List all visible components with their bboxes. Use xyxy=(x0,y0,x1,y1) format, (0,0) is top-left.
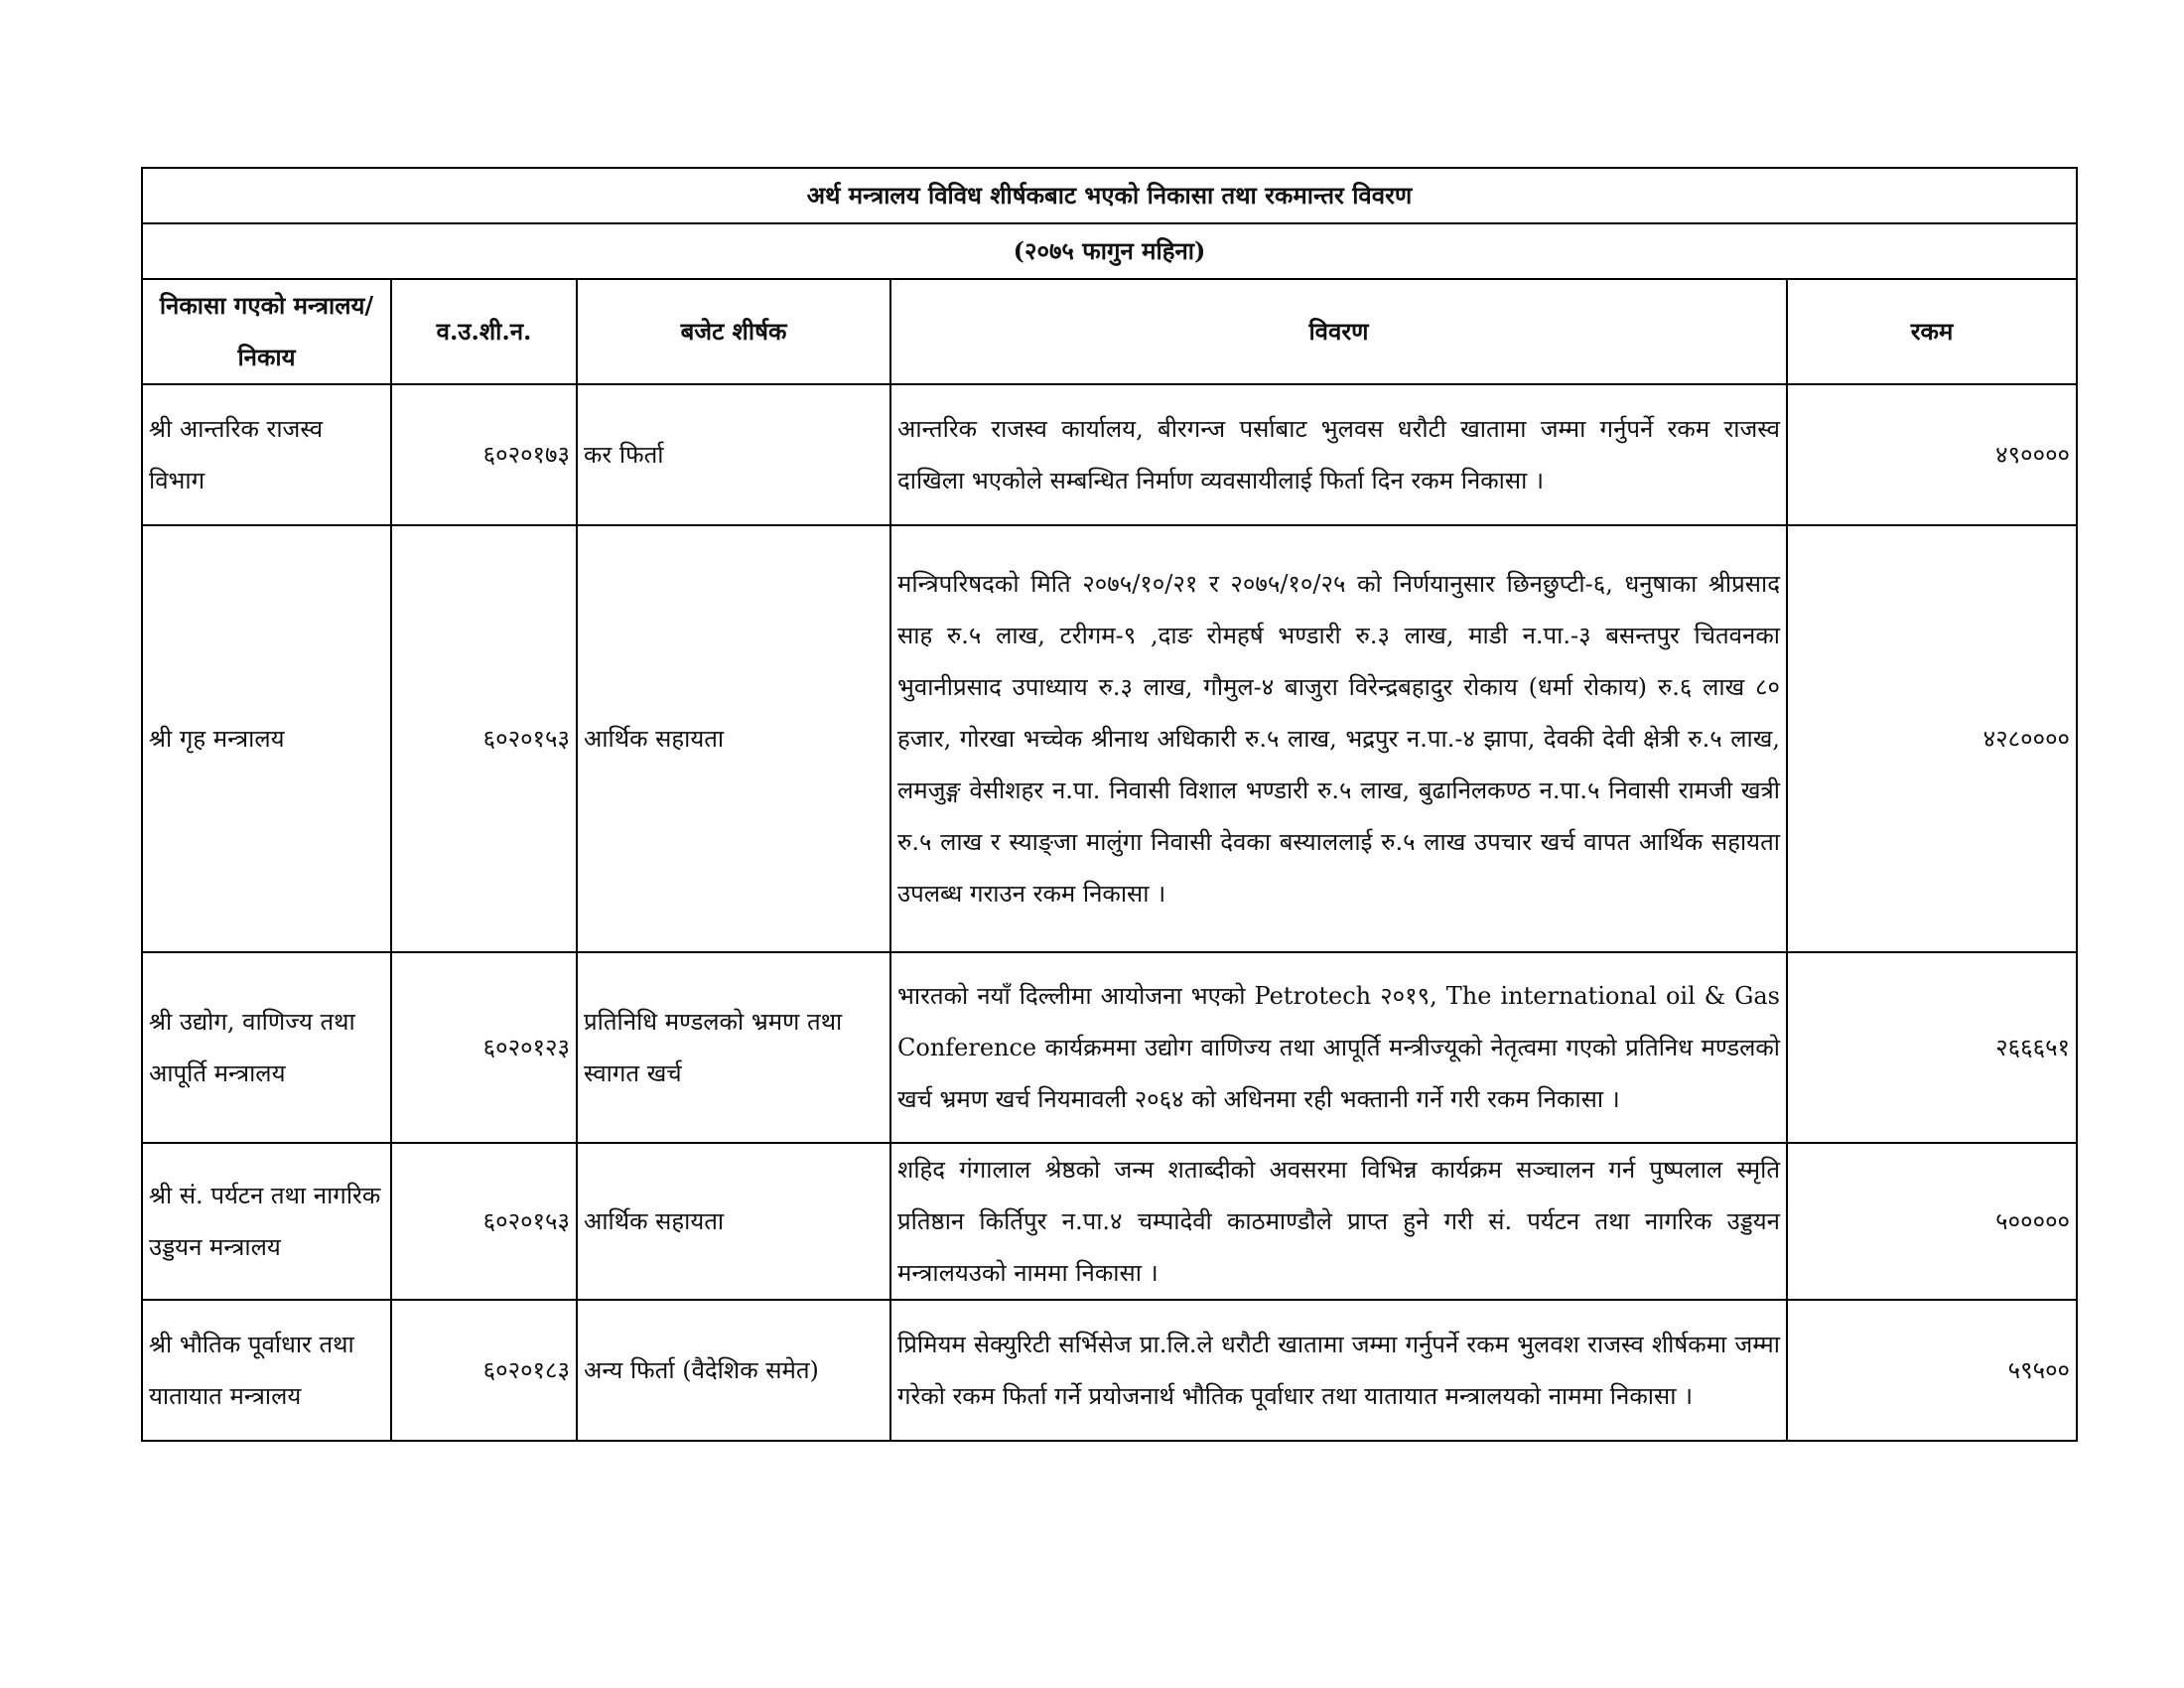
amount-cell: ५९५०० xyxy=(1787,1300,2077,1441)
table-row xyxy=(142,1300,2077,1441)
office-cell: श्री सं. पर्यटन तथा नागरिक उड्डयन मन्त्रालय xyxy=(142,1143,391,1300)
table-row xyxy=(142,384,2077,525)
subtitle-row xyxy=(142,223,2077,279)
code-cell: ६०२०१८३ xyxy=(391,1300,577,1441)
header-code: व.उ.शी.न. xyxy=(391,279,577,384)
header-office: निकासा गएको मन्त्रालय/निकाय xyxy=(142,279,391,384)
office-cell: श्री आन्तरिक राजस्व विभाग xyxy=(142,384,391,525)
amount-cell: ४९०००० xyxy=(1787,384,2077,525)
budget-head-cell: आर्थिक सहायता xyxy=(577,525,890,952)
header-amount: रकम xyxy=(1787,279,2077,384)
code-cell: ६०२०१२३ xyxy=(391,952,577,1143)
code-cell: ६०२०१७३ xyxy=(391,384,577,525)
budget-head-cell: आर्थिक सहायता xyxy=(577,1143,890,1300)
code-cell: ६०२०१५३ xyxy=(391,525,577,952)
budget-head-cell: प्रतिनिधि मण्डलको भ्रमण तथा स्वागत खर्च xyxy=(577,952,890,1143)
header-budget-head: बजेट शीर्षक xyxy=(577,279,890,384)
header-row xyxy=(142,279,2077,384)
release-details-table xyxy=(141,167,2078,1442)
office-cell: श्री भौतिक पूर्वाधार तथा यातायात मन्त्रालय xyxy=(142,1300,391,1441)
table-row xyxy=(142,1143,2077,1300)
header-description: विवरण xyxy=(890,279,1787,384)
code-cell: ६०२०१५३ xyxy=(391,1143,577,1300)
office-cell: श्री गृह मन्त्रालय xyxy=(142,525,391,952)
description-cell: मन्त्रिपरिषदको मिति २०७५/१०/२१ र २०७५/१०/२५ को निर्णयानुसार छिनछुप्टी-६, धनुषाका श्रीप्रसाद साह रु.५ लाख, टरीगम-९ ,दाङ रोमहर्ष भण्डारी रु.३ लाख, माडी न.पा.-३ बसन्तपुर चितवनका भुवानीप्रसाद उपाध्याय रु.३ लाख, गौमुल-४ बाजुरा विरेन्द्रबहादुर रोकाय (धर्मा रोकाय) रु.६ लाख ८० हजार, गोरखा भच्चेक श्रीनाथ अधिकारी रु.५ लाख, भद्रपुर न.पा.-४ झापा, देवकी देवी क्षेत्री रु.५ लाख, लमजुङ्ग वेसीशहर न.पा. निवासी विशाल भण्डारी रु.५ लाख, बुढानिलकण्ठ न.पा.५ निवासी रामजी खत्री रु.५ लाख र स्याङ्जा मालुंगा निवासी देवका बस्याललाई रु.५ लाख उपचार खर्च वापत आर्थिक सहायता उपलब्ध गराउन रकम निकासा । xyxy=(890,525,1787,952)
office-cell: श्री उद्योग, वाणिज्य तथा आपूर्ति मन्त्रालय xyxy=(142,952,391,1143)
description-cell: शहिद गंगालाल श्रेष्ठको जन्म शताब्दीको अवसरमा विभिन्न कार्यक्रम सञ्चालन गर्न पुष्पलाल स्मृति प्रतिष्ठान किर्तिपुर न.पा.४ चम्पादेवी काठमाण्डौले प्राप्त हुने गरी सं. पर्यटन तथा नागरिक उड्डयन मन्त्रालयउको नाममा निकासा । xyxy=(890,1143,1787,1300)
budget-head-cell: कर फिर्ता xyxy=(577,384,890,525)
description-cell: प्रिमियम सेक्युरिटी सर्भिसेज प्रा.लि.ले धरौटी खातामा जम्मा गर्नुपर्ने रकम भुलवश राजस्व शीर्षकमा जम्मा गरेको रकम फिर्ता गर्ने प्रयोजनार्थ भौतिक पूर्वाधार तथा यातायात मन्त्रालयको नाममा निकासा । xyxy=(890,1300,1787,1441)
amount-cell: ४२८०००० xyxy=(1787,525,2077,952)
description-cell: आन्तरिक राजस्व कार्यालय, बीरगन्ज पर्साबाट भुलवस धरौटी खातामा जम्मा गर्नुपर्ने रकम राजस्व दाखिला भएकोले सम्बन्धित निर्माण व्यवसायीलाई फिर्ता दिन रकम निकासा । xyxy=(890,384,1787,525)
budget-head-cell: अन्य फिर्ता (वैदेशिक समेत) xyxy=(577,1300,890,1441)
amount-cell: २६६६५१ xyxy=(1787,952,2077,1143)
document-subtitle: (२०७५ फागुन महिना) xyxy=(142,223,2077,279)
table-row xyxy=(142,952,2077,1143)
description-cell: भारतको नयाँ दिल्लीमा आयोजना भएको Petrotech २०१९, The international oil & Gas Conference कार्यक्रममा उद्योग वाणिज्य तथा आपूर्ति मन्त्रीज्यूको नेतृत्वमा गएको प्रतिनिध मण्डलको खर्च भ्रमण खर्च नियमावली २०६४ को अधिनमा रही भक्तानी गर्ने गरी रकम निकासा । xyxy=(890,952,1787,1143)
table-row xyxy=(142,525,2077,952)
document-title: अर्थ मन्त्रालय विविध शीर्षकबाट भएको निकासा तथा रकमान्तर विवरण xyxy=(142,168,2077,223)
amount-cell: ५००००० xyxy=(1787,1143,2077,1300)
title-row xyxy=(142,168,2077,223)
